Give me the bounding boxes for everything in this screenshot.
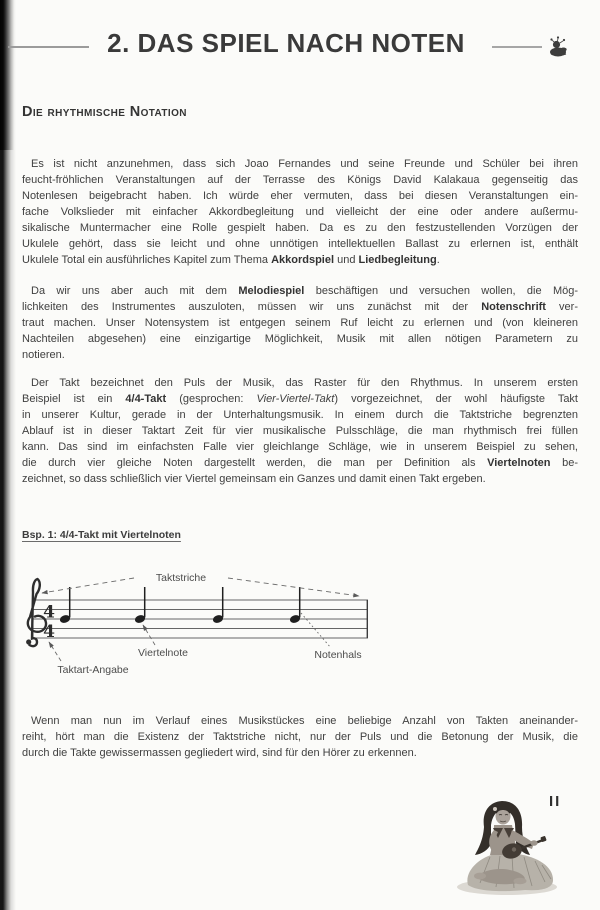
foot [514,878,527,884]
quarter-note [134,587,146,624]
foot [474,873,486,880]
text-line: kann. Das sind im einfachsten Falle vier gleichlange Schläge, wie in unserem Beispiel zu sehen, [22,441,578,453]
leader-taktart-angabe [49,642,61,661]
notation-example-figure [0,553,420,713]
text-line: Wenn man nun im Verlauf eines Musikstückes eine beliebige Anzahl von Takten aneinander- [31,715,578,727]
quarter-note [289,587,301,624]
quarter-note [212,587,224,624]
time-signature [43,603,55,643]
text-line: sikalische Muntermacher eine Rolle gespielt haben. Da es zu den festzustellenden Vorzügen der [22,222,578,234]
text-line: traut machen. Unser Notensystem ist entgegen seinem Ruf leicht zu erlernen und (von kleineren [22,317,578,329]
text-line: Ukulele Total ein ausführliches Kapitel zum Thema Akkordspiel und Liedbegleitung. [22,254,440,266]
text-line: reiht, hört man die Existenz der Taktstriche nicht, nur der Puls und die Betonung der Musik, die [22,731,578,743]
quarter-note [59,587,71,624]
text-line: Der Takt bezeichnet den Puls der Musik, das Raster für den Rhythmus. In unserem ersten [31,377,578,389]
binding-shadow-top [0,0,14,150]
text-line: Ukulele gehört, dass sie leicht und ohne unnötigen intellektuellen Ballast zu erlernen ist, enthält [22,238,578,250]
text-line: Es ist nicht anzunehmen, dass sich Joao Fernandes und seine Freunde und Schüler bei ihren [31,158,578,170]
chapter-title: 2. DAS SPIEL NACH NOTEN [107,28,465,58]
svg-text:4: 4 [43,622,55,642]
text-line: zeichnet, so dass schließlich vier Viertel gemeinsam ein Ganzes und damit einen Takt ergeben. [22,473,486,485]
text-line: in unserer Kultur, gerade in der Unterhaltungsmusik. In einem durch die Taktstriche begrenzten [22,409,578,421]
hula-girl-illustration [450,797,565,899]
paragraph-intro [22,156,578,268]
text-line: die durch vier gleiche Noten dargestellt werden, die man per Definition als Viertelnoten be- [22,457,578,469]
text-line: durch die Takte gewissermassen gegliedert wird, sind für den Hörer zu erkennen. [22,747,417,759]
text-line: Ablauf ist in dieser Taktart Zeit für vier musikalische Pulsschläge, die man rhythmisch frei füllen [22,425,578,437]
text-line: Beispiel ist ein 4/4-Takt (gesprochen: Vier-Viertel-Takt) vorgezeichnet, der wohl häufigste Takt [22,393,578,405]
section-heading: Die rhythmische Notation [22,104,187,120]
paragraph-melodiespiel [22,283,578,363]
text-line: Notenlesen beigebracht haben. Ich würde eher vermuten, dass bei diesen Veranstaltungen ein- [22,190,578,202]
leader-taktstriche-left [42,578,134,593]
title-rule-left [8,46,89,48]
hula-figure-icon [545,35,571,59]
label-taktart-angabe: Taktart-Angabe [57,664,129,676]
example-caption: Bsp. 1: 4/4-Takt mit Viertelnoten [22,529,181,541]
page-number: II [549,793,562,810]
text-line: lichkeiten des Instrumentes auszuloten, müssen wir uns zunächst mit der Notenschrift ver- [22,301,578,313]
svg-text:4: 4 [43,602,55,623]
text-line: Nachteilen abgesehen) eine einzigartige Möglichkeit, Musik mit allen nötigen Parametern zu [22,333,578,345]
text-line: Da wir uns aber auch mit dem Melodiespiel beschäftigen und versuchen wollen, die Mög- [31,285,578,297]
text-line: fache Volkslieder mit einfacher Akkordbegleitung und vielleicht der eine oder andere außermu- [22,206,578,218]
hair-flower [493,807,497,811]
label-viertelnote: Viertelnote [137,647,189,659]
title-rule-right [492,46,542,48]
label-notenhals: Notenhals [314,649,362,661]
leader-notenhals [301,613,331,648]
paragraph-takt [22,375,578,487]
text-line: feucht-fröhlichen Veranstaltungen auf der Terrasse des Königs David Kalakaua gegenseitig das [22,174,578,186]
text-line: notieren. [22,349,65,361]
label-taktstriche: Taktstriche [155,572,207,584]
hand [530,840,537,846]
paragraph-closing [22,713,578,761]
leader-taktstriche-right [228,578,359,596]
